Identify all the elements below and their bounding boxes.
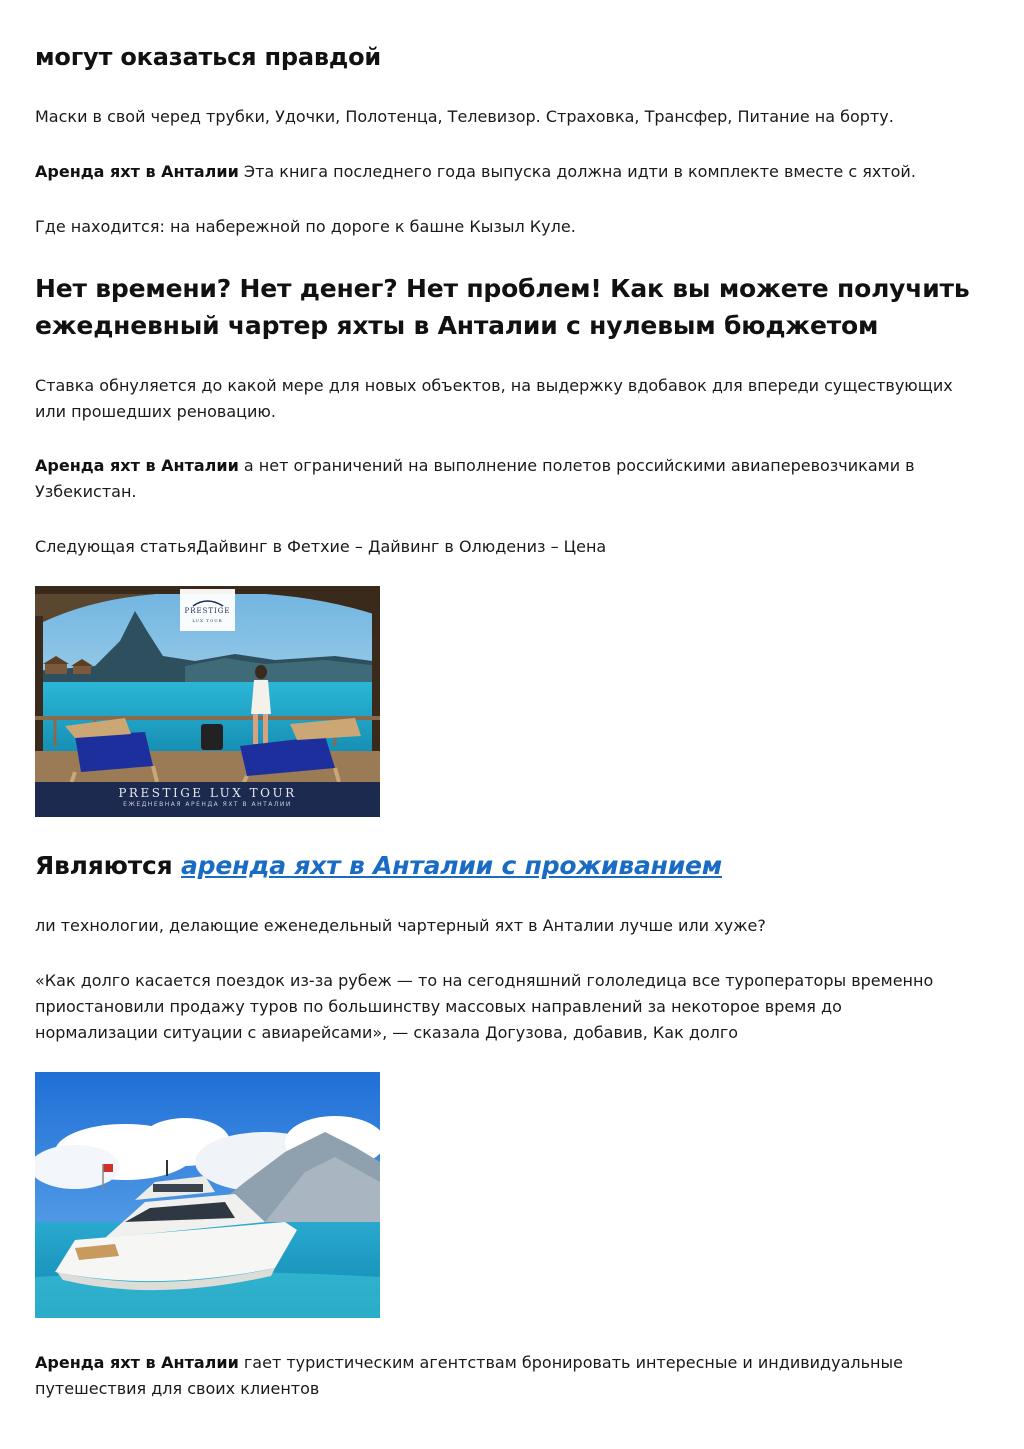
paragraph: Следующая статьяДайвинг в Фетхие – Дайвинг в Олюдениз – Цена [35,537,607,556]
heading-prefix: Являются [35,851,182,880]
banner-title: PRESTIGE LUX TOUR [118,786,297,800]
paragraph: Маски в свой черед трубки, Удочки, Полотенца, Телевизор. Страховка, Трансфер, Питание на борту. [35,107,894,126]
section-heading [35,848,722,884]
section-heading: Нет времени? Нет денег? Нет проблем! Как вы можете получить ежедневный чартер яхты в Анталии с нулевым бюджетом [35,274,970,340]
paragraph [35,159,985,185]
paragraph: Где находится: на набережной по дороге к башне Кызыл Куле. [35,217,576,236]
paragraph: «Как долго касается поездок из-за рубеж — то на сегодняшний гололедица все туроператоры временно приостановили продажу туров по большинству массовых направлений за некоторое время до нормализации ситуации с авиарейсами», — сказала Догузова, добавив, Как долго [35,971,934,1042]
banner-subtitle: ЕЖЕДНЕВНАЯ АРЕНДА ЯХТ В АНТАЛИИ [123,801,292,808]
logo-text [180,607,235,625]
paragraph [35,1350,945,1402]
paragraph-text: а нет ограничений на выполнение полетов российскими авиаперевозчиками в Узбекистан. [35,456,915,501]
paragraph-bold-lead: Аренда яхт в Анталии [35,1353,239,1372]
logo-line: LUX TOUR [192,618,223,623]
yacht-rental-link[interactable]: аренда яхт в Анталии с проживанием [181,851,723,880]
paragraph-bold-lead: Аренда яхт в Анталии [35,162,239,181]
paragraph: Ставка обнуляется до какой мере для новых объектов, на выдержку вдобавок для впереди существующих или прошедших реновацию. [35,376,953,421]
paragraph-text: Эта книга последнего года выпуска должна идти в комплекте вместе с яхтой. [238,162,916,181]
section-heading: могут оказаться правдой [35,43,381,71]
paragraph [35,453,935,505]
logo-line: PRESTIGE [184,607,231,615]
prestige-lux-tour-image [35,586,380,817]
paragraph-text: гает туристическим агентствам бронировать интересные и индивидуальные путешествия для своих клиентов [35,1353,903,1398]
image-banner [35,782,380,817]
paragraph-bold-lead: Аренда яхт в Анталии [35,456,239,475]
yacht-photo [35,1072,380,1318]
paragraph: ли технологии, делающие еженедельный чартерный яхт в Анталии лучше или хуже? [35,916,766,935]
